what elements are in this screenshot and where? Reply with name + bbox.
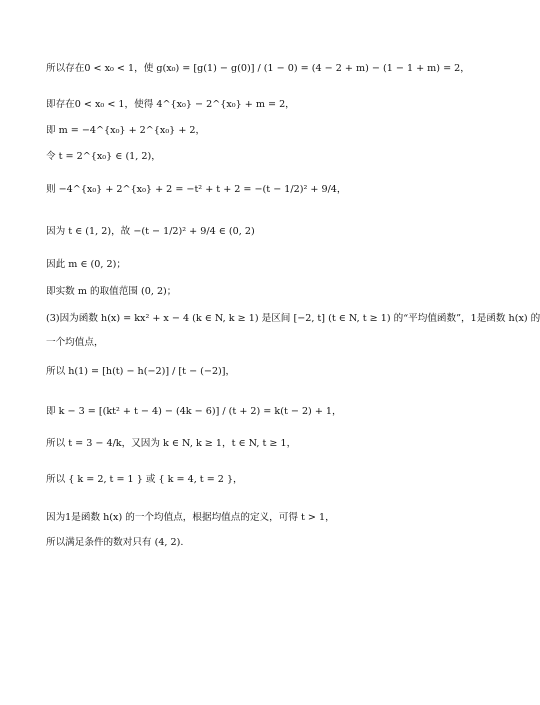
solution-line-5: 则 −4^{x₀} + 2^{x₀} + 2 = −t² + t + 2 = −(t − 1/2)² + 9/4， <box>46 184 347 195</box>
solution-line-9: (3)因为函数 h(x) = kx² + x − 4 (k ∈ N, k ≥ 1) 是区间 [−2, t] (t ∈ N, t ≥ 1) 的“平均值函数”，1是函数 h(x) 的 <box>46 313 540 324</box>
solution-line-2: 即存在0 < x₀ < 1，使得 4^{x₀} − 2^{x₀} + m = 2， <box>46 99 295 110</box>
solution-line-13: 所以 t = 3 − 4/k，又因为 k ∈ N, k ≥ 1，t ∈ N, t ≥ 1， <box>46 438 297 449</box>
solution-line-4: 令 t = 2^{x₀} ∈ (1, 2)， <box>46 151 161 162</box>
solution-line-1: 所以存在0 < x₀ < 1，使 g(x₀) = [g(1) − g(0)] / (1 − 0) = (4 − 2 + m) − (1 − 1 + m) = 2， <box>46 63 470 74</box>
solution-line-12: 即 k − 3 = [(kt² + t − 4) − (4k − 6)] / (t + 2) = k(t − 2) + 1， <box>46 406 342 417</box>
solution-line-3: 即 m = −4^{x₀} + 2^{x₀} + 2， <box>46 125 206 136</box>
solution-line-7: 因此 m ∈ (0, 2)； <box>46 259 126 270</box>
solution-line-10: 一个均值点， <box>46 337 104 348</box>
solution-line-8: 即实数 m 的取值范围 (0, 2)； <box>46 286 177 297</box>
solution-line-16: 所以满足条件的数对只有 (4, 2). <box>46 537 184 548</box>
solution-line-15: 因为1是函数 h(x) 的一个均值点，根据均值点的定义，可得 t > 1， <box>46 512 335 523</box>
solution-line-14: 所以 { k = 2, t = 1 } 或 { k = 4, t = 2 }， <box>46 474 243 485</box>
solution-line-11: 所以 h(1) = [h(t) − h(−2)] / [t − (−2)]， <box>46 366 236 377</box>
solution-line-6: 因为 t ∈ (1, 2)，故 −(t − 1/2)² + 9/4 ∈ (0, 2) <box>46 226 255 237</box>
